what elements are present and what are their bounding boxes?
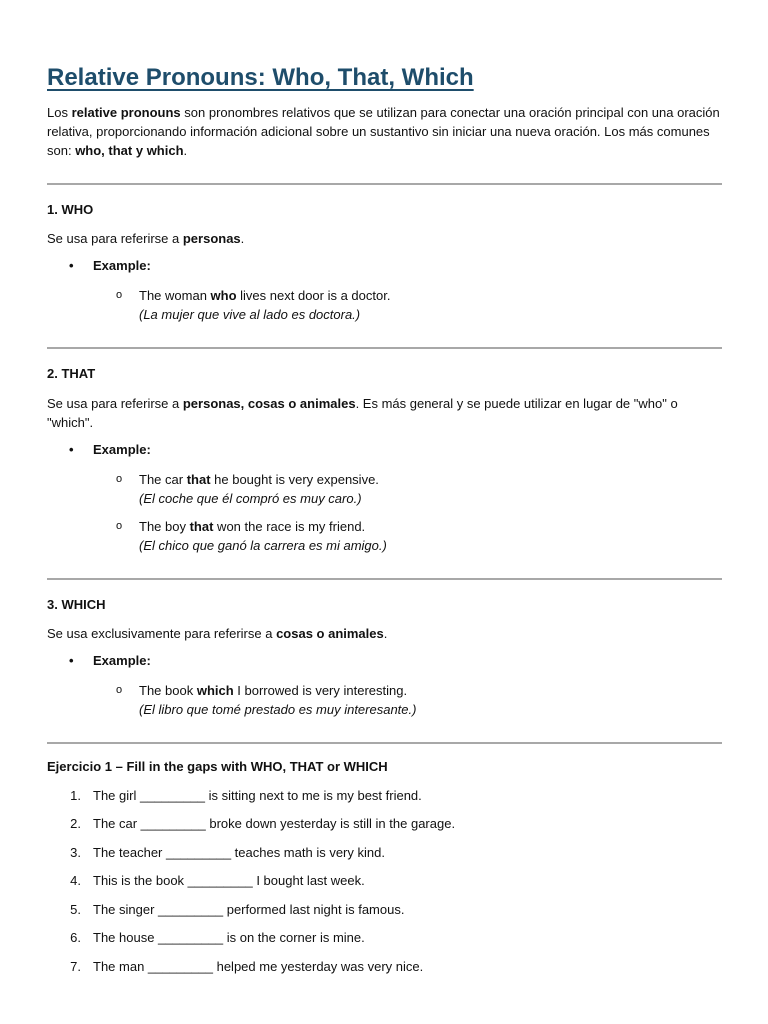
- exercise-item: This is the book _________ I bought last week.: [93, 873, 365, 888]
- description-text: .: [383, 626, 388, 641]
- section-heading-that: 2. THAT: [47, 366, 96, 381]
- example-text: I borrowed is very interesting.: [233, 683, 408, 698]
- exercise-number: 4.: [70, 873, 81, 888]
- sub-bullet-mark: o: [116, 520, 123, 532]
- bullet-mark: •: [69, 653, 74, 668]
- section-heading-who: 1. WHO: [47, 202, 94, 217]
- example-translation: (El coche que él compró es muy caro.): [139, 491, 362, 506]
- example-pronoun: who: [210, 288, 237, 303]
- intro-text: Los: [47, 105, 72, 120]
- intro-bold-term: relative pronouns: [71, 105, 181, 120]
- description-bold: personas, cosas o animales: [182, 396, 356, 411]
- exercise-item: The singer _________ performed last night is famous.: [93, 902, 405, 917]
- example-text: The boy: [139, 519, 190, 534]
- example-text: he bought is very expensive.: [210, 472, 379, 487]
- description-text: Se usa exclusivamente para referirse a: [47, 626, 277, 641]
- sub-bullet-mark: o: [116, 684, 123, 696]
- example-label: Example:: [93, 653, 151, 668]
- exercise-number: 7.: [70, 959, 81, 974]
- section-description: [47, 624, 722, 643]
- example-translation: (El libro que tomé prestado es muy interesante.): [139, 702, 417, 717]
- divider: [47, 183, 722, 185]
- intro-text: .: [183, 143, 188, 158]
- example-sentence: [139, 681, 416, 719]
- exercise-number: 3.: [70, 845, 81, 860]
- description-text: . Es más general y se puede utilizar en lugar de "who" o "which".: [47, 396, 678, 430]
- exercise-number: 5.: [70, 902, 81, 917]
- example-text: The car: [139, 472, 187, 487]
- section-heading-which: 3. WHICH: [47, 597, 106, 612]
- exercise-item: The car _________ broke down yesterday is still in the garage.: [93, 816, 456, 831]
- divider: [47, 347, 722, 349]
- bullet-mark: •: [69, 258, 74, 273]
- bullet-mark: •: [69, 442, 74, 457]
- exercise-item: The teacher _________ teaches math is very kind.: [93, 845, 385, 860]
- description-bold: cosas o animales: [276, 626, 384, 641]
- intro-bold-list: who, that y which: [75, 143, 184, 158]
- example-text: The book: [139, 683, 197, 698]
- example-sentence: [139, 517, 387, 555]
- sub-bullet-mark: o: [116, 473, 123, 485]
- example-translation: (La mujer que vive al lado es doctora.): [139, 307, 361, 322]
- description-text: .: [240, 231, 245, 246]
- divider: [47, 742, 722, 744]
- description-text: Se usa para referirse a: [47, 396, 183, 411]
- exercise-item: The man _________ helped me yesterday was very nice.: [93, 959, 424, 974]
- divider: [47, 578, 722, 580]
- exercise-number: 2.: [70, 816, 81, 831]
- section-description: [47, 229, 722, 248]
- intro-paragraph: [47, 103, 722, 160]
- example-label: Example:: [93, 258, 151, 273]
- example-pronoun: that: [189, 519, 214, 534]
- example-pronoun: which: [196, 683, 234, 698]
- example-sentence: [139, 470, 379, 508]
- exercise-number: 1.: [70, 788, 81, 803]
- example-text: lives next door is a doctor.: [236, 288, 391, 303]
- exercise-heading: Ejercicio 1 – Fill in the gaps with WHO, THAT or WHICH: [47, 759, 388, 774]
- example-text: The woman: [139, 288, 211, 303]
- exercise-number: 6.: [70, 930, 81, 945]
- exercise-item: The house _________ is on the corner is mine.: [93, 930, 365, 945]
- example-label: Example:: [93, 442, 151, 457]
- exercise-item: The girl _________ is sitting next to me is my best friend.: [93, 788, 422, 803]
- example-text: won the race is my friend.: [213, 519, 366, 534]
- example-translation: (El chico que ganó la carrera es mi amigo.): [139, 538, 387, 553]
- sub-bullet-mark: o: [116, 289, 123, 301]
- description-bold: personas: [182, 231, 241, 246]
- section-description: [47, 394, 722, 432]
- example-sentence: [139, 286, 390, 324]
- description-text: Se usa para referirse a: [47, 231, 183, 246]
- intro-text: son pronombres relativos que se utilizan para conectar una oración principal con una oración relativa, proporcionando información adicional sobre un sustantivo sin iniciar una nueva oración. Los más comunes son:: [47, 105, 720, 158]
- example-pronoun: that: [186, 472, 211, 487]
- page-title: Relative Pronouns: Who, That, Which: [47, 64, 474, 91]
